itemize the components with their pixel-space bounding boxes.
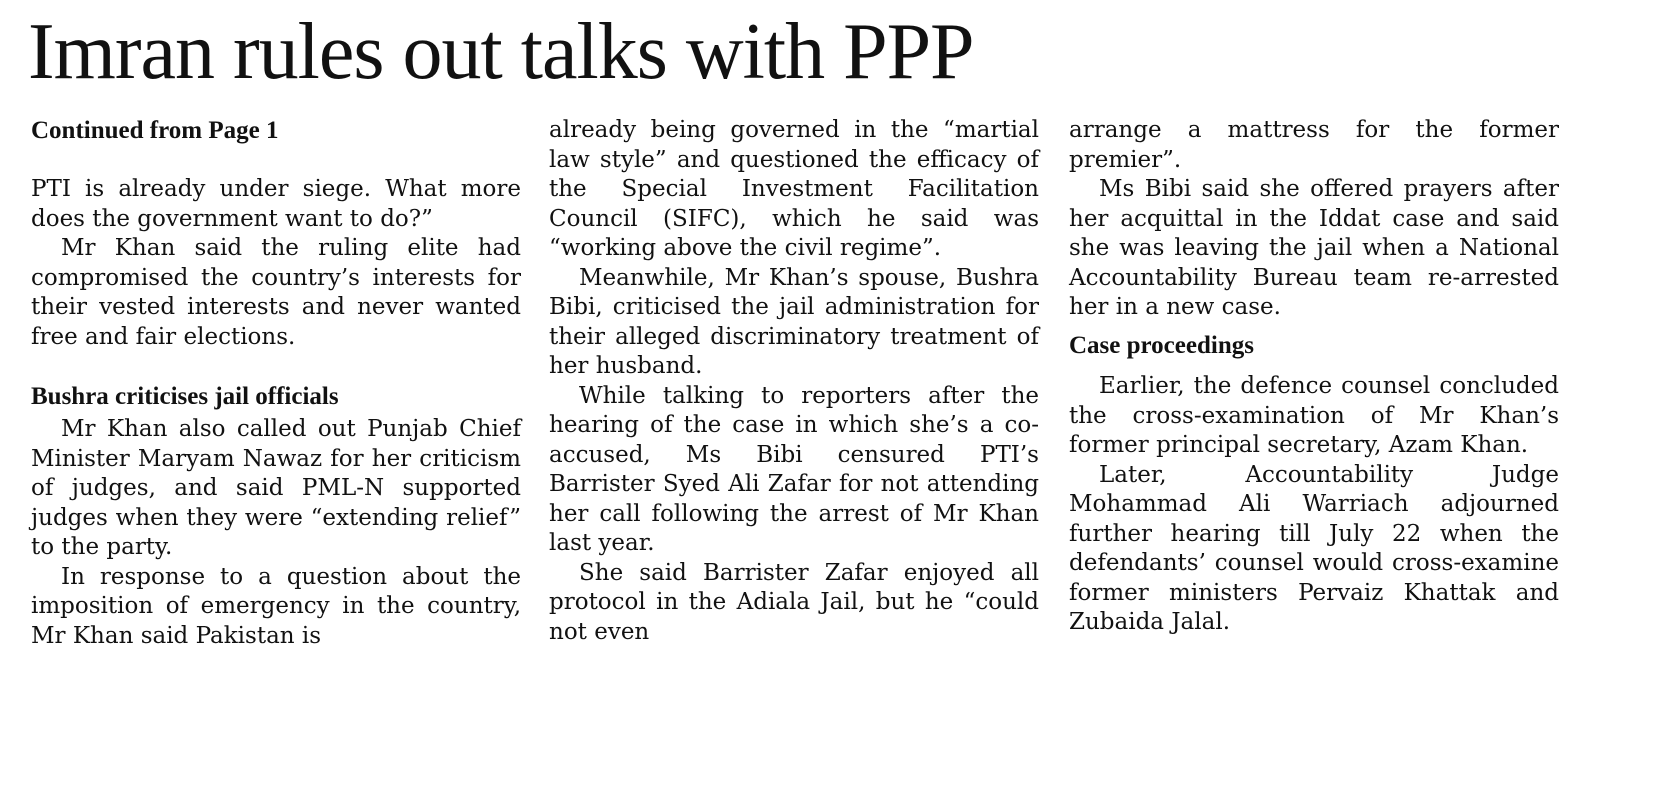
paragraph: Mr Khan said the ruling elite had compromised the country’s interests for their vested interests and never wanted free and fair elections. xyxy=(31,235,521,350)
paragraph: In response to a question about the imposition of emergency in the country, Mr Khan said Pakistan is xyxy=(31,563,521,649)
paragraph: already being governed in the “martial law style” and questioned the efficacy of the Special Investment Facilitation Council (SIFC), which he said was “working above the civil regime”. xyxy=(549,117,1039,261)
subheading: Bushra criticises jail officials xyxy=(31,382,339,410)
spacer xyxy=(31,352,521,382)
headline: Imran rules out talks with PPP xyxy=(28,8,974,96)
paragraph: She said Barrister Zafar enjoyed all protocol in the Adiala Jail, but he “could not even xyxy=(549,559,1039,645)
paragraph: Ms Bibi said she offered prayers after her acquittal in the Iddat case and said she was leaving the jail when a National Accountability Bureau team re-arrested her in a new case. xyxy=(1069,176,1559,320)
paragraph: Mr Khan also called out Punjab Chief Minister Maryam Nawaz for her criticism of judges, and said PML-N supported judges when they were “extending relief” to the party. xyxy=(31,416,521,560)
spacer xyxy=(1069,360,1559,372)
article-column-2 xyxy=(549,116,1039,647)
continued-from-label: Continued from Page 1 xyxy=(31,117,279,144)
paragraph: Later, Accountability Judge Mohammad Ali Warriach adjourned further hearing till July 22 when the defendants’ counsel would cross-examine former ministers Pervaiz Khattak and Zubaida Jalal. xyxy=(1069,461,1559,635)
paragraph: Meanwhile, Mr Khan’s spouse, Bushra Bibi, criticised the jail administration for their alleged discriminatory treatment of her husband. xyxy=(549,264,1039,379)
paragraph: While talking to reporters after the hearing of the case in which she’s a co-accused, Ms Bibi censured PTI’s Barrister Syed Ali Zafar for not attending her call following the arrest of Mr Khan last year. xyxy=(549,382,1039,556)
spacer xyxy=(1069,323,1559,331)
article-column-3 xyxy=(1069,116,1559,638)
spacer xyxy=(31,146,521,176)
paragraph: arrange a mattress for the former premier”. xyxy=(1069,117,1559,173)
paragraph: PTI is already under siege. What more does the government want to do?” xyxy=(31,176,521,232)
subheading: Case proceedings xyxy=(1069,331,1254,359)
paragraph: Earlier, the defence counsel concluded the cross-examination of Mr Khan’s former principal secretary, Azam Khan. xyxy=(1069,373,1559,458)
article-column-1 xyxy=(31,116,521,651)
